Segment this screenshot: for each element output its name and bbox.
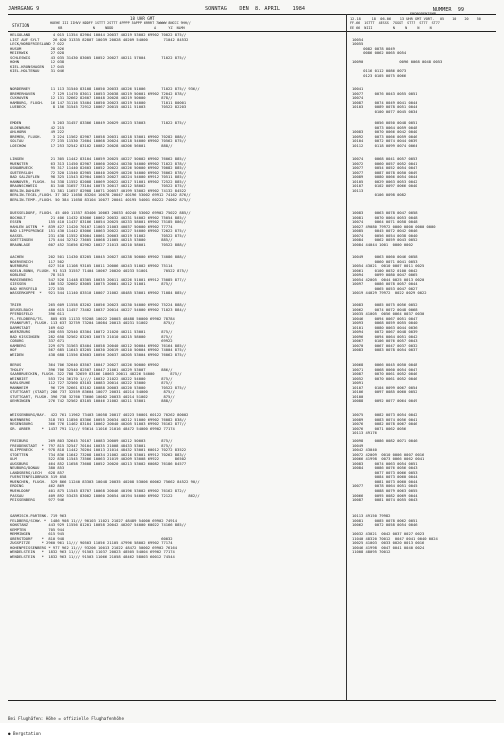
- station-row: PEISSENBERG 977 946: [10, 498, 65, 503]
- station-group: [10, 413, 188, 431]
- station-row: FREUDENSTADT * 797 815 32547 70104 10035 21008 48433 53001 875//: [10, 443, 173, 448]
- soil-temp-row: 10077 0078 0064 0051 0045: [352, 484, 418, 489]
- station-row: BERLIN-DAHLEM 51 381 11657 82908 10071 20057 40199 53002 69902 74132 84522: [10, 188, 187, 193]
- soil-temp-row: 10032 43021 0042 0037 0027 0023: [352, 532, 425, 537]
- station-row: CUXHAVEN 12 131 32662 82607 10048 20028 40219 50000 878//: [10, 96, 173, 101]
- station-row: OEHRINGEN 276 742 32562 83105 10046 21002 40211 53001 888//: [10, 399, 173, 404]
- soil-temp-row: 10074 0068 0041 0057 0053: [352, 157, 418, 161]
- station-row: HOHENPEISSENBERG * 977 962 11/// 93206 10013 21022 48472 50002 69902 76164: [10, 545, 178, 550]
- station-row: HUSUM 28 026: [10, 46, 65, 51]
- soil-temp-row: 0106 0098 0082: [352, 193, 407, 198]
- soil-temp-row: 10025 41003 0033 0020 0013 0016: [352, 541, 425, 546]
- station-row: KOBLENZ 78 515: [10, 273, 65, 278]
- soil-temp-row: 10094 0072 0067 0048 0039: [352, 330, 418, 335]
- station-col-label: STATION: [12, 23, 30, 28]
- soil-temp-group: [352, 255, 427, 296]
- station-row: BOCHOLT 21 406 11432 83006 10062 20032 40231 54002 69902 75054 885//: [10, 215, 187, 220]
- station-row: ERDING 462 869: [10, 484, 65, 489]
- soil-temp-group: [352, 33, 442, 78]
- station-row: SCHLESWIG 43 035 31430 83005 10052 20027 40211 57004 71022 875//: [10, 55, 187, 60]
- column-divider: [346, 14, 347, 700]
- station-row: BAD SALZUFLEN 98 325 11543 82904 10063 20027 40224 54000 69912 70511 885//: [10, 175, 187, 180]
- station-row: PFERDSFELD 396 611: [10, 312, 65, 317]
- station-row: HOHN 12 038: [10, 60, 65, 65]
- soil-temp-row: 10054 43021 0010 0007 0011 0025: [352, 264, 425, 269]
- station-row: THOLEY 396 706 32540 82507 10047 21001 40229 53007 886//: [10, 367, 173, 372]
- soil-temp-row: 0056 0050 0048 0051: [352, 121, 418, 125]
- soil-temp-row: 10113: [352, 188, 364, 193]
- station-row: SOLTAU 77 235 11530 72604 10068 20024 40218 54000 69902 70562 875//: [10, 139, 187, 144]
- soil-temp-row: 10085 0045 0072 0042 0046: [352, 229, 418, 234]
- soil-temp-row: 10077 0076 0043 0055 0051: [352, 91, 418, 96]
- station-row: BRAUNLAGE 607 452 31656 82902 10027 21013 40210 58001 70522 888//: [10, 242, 187, 247]
- station-row: PASSAU 409 892 53435 83002 10060 20054 40194 54000 69902 72122 862//: [10, 493, 200, 498]
- station-row: LINGEN 21 305 11442 83104 10059 20025 40227 50002 69902 76062 885//: [10, 157, 187, 161]
- soil-temp-row: 0077 0073 0066 0053: [352, 470, 418, 475]
- soil-temp-row: 10042 43040: [352, 448, 377, 453]
- soil-temp-row: 10049 0063 0060 0046 0058: [352, 255, 418, 259]
- right-hours-header: 12-18 18 06-06 13 UHR GMT VORT.: [350, 17, 435, 21]
- soil-temp-row: 10101 0080 0063 0044 0036: [352, 325, 418, 330]
- soil-temp-row: 10113 49150 79982: [352, 514, 391, 518]
- soil-temp-group: [352, 87, 417, 114]
- station-row: BERLIN-TEMP.,FLUGH. 50 384 11658 83104 10077 20041 40195 54001 60222 74062 875//: [10, 197, 191, 202]
- soil-temp-row: 10091: [352, 381, 364, 386]
- volume-title: JAHRGANG 9: [8, 6, 40, 12]
- soil-temp-row: 10103 0089 0078 0051 0044: [352, 105, 418, 110]
- soil-temp-row: 10104 0072 0074 0044 0039: [352, 139, 418, 144]
- station-row: TRIER 265 609 11558 83202 10056 20023 40230 54000 69902 75224 888//: [10, 303, 187, 307]
- station-row: FUERSTENFELDBRUCK 519 858: [10, 475, 67, 480]
- issue-number: NUMMER 99: [432, 7, 464, 13]
- soil-temp-row: 11008 48095 70012: [352, 550, 391, 555]
- station-row: BAD KISSINGEN 282 658 32562 83203 10075 21010 40215 58000 875//: [10, 334, 173, 339]
- soil-temp-row: 10046 0094 0067 0051 0047: [352, 316, 418, 321]
- station-row: WENDELSTEIN * 1832 963 11/// 91503 11037 20023 48505 54004 69902 77174: [10, 550, 175, 555]
- station-row: BAD LIPPSPRINGE 151 430 11442 83006 10063 20022 40227 54000 69902 72022 875//: [10, 229, 187, 234]
- station-row: BREMERHAVEN 7 129 11470 83011 10053 20038 40219 50001 69902 72042 878//: [10, 91, 187, 96]
- soil-temp-row: 10027 49080 79972 0000 0000 0000 0000: [352, 224, 436, 229]
- soil-temp-row: 0116 0112 0086 0073: [352, 69, 407, 74]
- soil-temp-row: 10049: [352, 443, 364, 448]
- soil-temp-row: 10083 0085 0075 0056 0052: [352, 303, 418, 307]
- soil-temp-row: 11040 48320 70012 0047 0041 0040 0024: [352, 536, 438, 541]
- station-row: KIEL-HOLTENAU 31 046: [10, 69, 65, 74]
- station-row: NUERNBERG 318 763 11856 83306 10055 20034 40212 51000 69902 76082 838//: [10, 417, 187, 422]
- station-row: LOECHOW 17 253 32542 83102 10082 20028 40206 56001 888//: [10, 143, 173, 148]
- soil-temp-row: 10106 0097 0085 0060 0052: [352, 390, 418, 395]
- soil-temp-row: 10074 0064 0071 0058 0048: [352, 220, 418, 225]
- soil-depth-header: 05 10 20 50: [440, 17, 481, 21]
- soil-temp-row: 10087 0074 0049 0041 0044: [352, 100, 418, 105]
- station-row: OBERSTDORF * 810 948 60032: [10, 536, 173, 541]
- station-row: SAARBRUECKEN, FLUGH. 322 708 32659 83106 10063 20011 40226 54000 875//: [10, 372, 182, 377]
- station-row: NUERBURG 627 510 11108 93105 10011 20006 40243 51002 69902 75114: [10, 264, 173, 269]
- station-row: KAMBERG 229 675 31563 83404 10058 20040 40212 50004 69902 76164 885//: [10, 343, 187, 348]
- station-row: FELDBERG/SCHW. * 1486 908 11/// 90103 11021 21027 48489 54000 69902 74914: [10, 518, 178, 523]
- station-row: LIST AUF SYLT 26 020 31335 82807 10039 20028 40209 54000 71042 84532: [10, 37, 189, 42]
- station-row: KIEL-KRONSHAGEN 17 045: [10, 64, 65, 69]
- soil-temp-group: [352, 121, 417, 148]
- station-row: WASSERKUPPE * 921 544 11140 83510 10007 21002 48485 53001 69902 71084 885//: [10, 291, 187, 296]
- station-row: ZUGSPITZE * 2960 961 11/// 90503 11056 21105 47996 58002 69902 77174: [10, 541, 173, 546]
- soil-temp-row: 10074: [352, 96, 364, 101]
- station-row: FL.FELDBERG/TS. 805 635 11133 93208 10022 20003 48488 50000 69902 78784: [10, 316, 175, 321]
- soil-temp-row: 10066 0095 0082 0069 0044: [352, 493, 418, 498]
- soil-temp-row: 10100: [352, 394, 364, 399]
- station-row: GR. ARBER * 1437 791 11/// 93614 11016 21016 48472 54000 69902 77174: [10, 426, 175, 431]
- station-row: KOELN-BONN, FLUGH. 91 513 31557 71404 10067 20020 40233 51001 70522 875//: [10, 268, 189, 273]
- soil-temp-row: 10061 0100 0032 0100 0042: [352, 268, 418, 273]
- station-row: WEIDEN 438 688 11556 83603 10056 20037 40205 53004 69902 76062 875//: [10, 353, 187, 358]
- soil-temp-row: 10035 41005 0056 0064 0037 0030: [352, 312, 425, 317]
- station-row: AUGSBURG 464 852 11658 73608 10052 20020 40213 53002 60082 76186 84577: [10, 461, 187, 466]
- station-row: HOF 567 685 11643 83205 10030 20019 40210 50004 69902 74004 875//: [10, 348, 187, 353]
- station-row: HELGOLAND 4 015 11354 82904 10044 20037 40219 53002 69902 70022 875//: [10, 33, 187, 37]
- soil-temp-row: 10076 0071 0062 0056: [352, 426, 407, 431]
- station-row: AHLHORN 49 222: [10, 130, 65, 135]
- column-header-rule: [8, 31, 496, 32]
- station-row: MARIENBERG 547 526 11448 83305 10035 20011 40226 51001 69912 75085 877//: [10, 277, 187, 282]
- soil-temp-row: 10084 44044 1001 0000 0002: [352, 242, 413, 247]
- station-row: DARMSTADT 169 642: [10, 325, 65, 330]
- station-group: [10, 303, 186, 358]
- soil-temp-row: 10083 0074 0063 0054 0051: [352, 461, 418, 466]
- soil-temp-row: 10107 0104 0099 0067 0054: [352, 385, 418, 390]
- soil-temp-row: 10087 0070 0061 0052 0046: [352, 372, 418, 377]
- soil-temp-row: 10097 0086 0078 0057 0044: [352, 282, 418, 287]
- right-code-header-1: FF-66 1STTT 4ESSS 7GGGT ST77 ST77 ST77: [350, 21, 440, 25]
- station-row: LECK/NORDFRIESLAND 7 022: [10, 42, 65, 47]
- station-row: LUEBECK 8 156 31545 72912 10067 20015 40211 51003 70522 82203: [10, 105, 187, 110]
- soil-temp-row: 0100 0077 0045 0034: [352, 109, 418, 114]
- soil-temp-row: 10081 0085 0078 0062 0051: [352, 518, 418, 523]
- station-group: [10, 87, 200, 110]
- soil-temp-row: 10105 0029 0063 0053 0042: [352, 179, 418, 184]
- station-group: [10, 33, 188, 74]
- station-row: WENDELSTEIN * 1832 963 11/// 91503 11066 21058 48462 58003 60012 74544: [10, 554, 175, 559]
- station-row: MUEHLDORF 401 875 11545 83707 10068 20046 40196 53002 69902 76162 872//: [10, 489, 187, 494]
- station-row: MEMMINGEN 615 945: [10, 532, 65, 537]
- soil-temp-row: 10107 0102 0097 0066 0040: [352, 184, 418, 189]
- soil-temp-row: 10081 0070 0064 0053 0048: [352, 215, 418, 220]
- station-row: STOETTEN 734 836 11642 73208 10034 21002 40216 53001 69912 70262 883//: [10, 452, 187, 457]
- soil-temp-row: 10089 0083 0074 0056 0041: [352, 417, 418, 422]
- station-row: GUETERSLOH 72 320 11540 82905 10040 20029 40226 54000 69902 76062 878//: [10, 170, 187, 175]
- station-row: GOETTINGEN 175 444 32742 73605 10068 21005 40215 53000 885//: [10, 238, 173, 243]
- station-row: COBURG 337 671 69922: [10, 339, 173, 344]
- soil-temp-row: 10041: [352, 87, 364, 91]
- footnotes: [8, 706, 124, 746]
- station-group: [10, 255, 188, 296]
- station-row: MUENCHEN, FLUGH. 529 866 11240 83303 10048 20035 40208 53006 60062 75662 84522 90//: [10, 479, 200, 484]
- station-row: KARLSRUHE 112 727 32560 83103 10083 20014 40222 53000 875//: [10, 381, 173, 386]
- soil-temp-row: 10076 0082 0078 0067 0046: [352, 422, 418, 427]
- station-row: EMDEN 5 203 31457 83306 10049 20029 40223 53003 71022 875//: [10, 121, 187, 125]
- soil-temp-row: 10052 0070 0061 0052 0046: [352, 376, 418, 381]
- soil-temp-row: 0123 0105 0075 0066: [352, 73, 407, 78]
- soil-temp-row: 10075 0082 0073 0054 0042: [352, 413, 418, 417]
- soil-temp-group: [352, 514, 438, 555]
- soil-temp-row: 10019 44029 79972 0022 0029 0022: [352, 291, 427, 296]
- station-row: BRAUNSCHWEIG 81 348 31657 73104 10075 20017 40212 58002 70522 875//: [10, 184, 187, 189]
- soil-temp-row: 10070 0067 0047 0037 0032: [352, 343, 418, 348]
- station-row: HAHLEN ASTEN * 839 427 11420 70107 11003 21003 40037 50000 69902 77774: [10, 224, 173, 229]
- soil-temp-group: [352, 303, 424, 353]
- station-row: KASSEL 231 438 11552 83004 10061 20003 40219 51002 70522 875//: [10, 233, 187, 238]
- soil-temp-row: 10072 0060 0057 0052 0041: [352, 161, 418, 166]
- station-group: [10, 157, 191, 202]
- station-row: KEMPTEN 705 944: [10, 527, 65, 532]
- soil-temp-row: 0065 0053 0047 0027: [352, 286, 418, 291]
- soil-temp-row: 10074 0056 0054 0038 0040: [352, 233, 418, 238]
- station-row: ULM 522 838 11545 73506 10063 21019 40209 53008 69922 86502: [10, 457, 187, 462]
- soil-temp-row: 10083 0083 0078 0054 0037: [352, 348, 418, 353]
- soil-temp-row: 10077 0054 0052 0054 0047: [352, 166, 418, 171]
- soil-temp-row: 10068 0066 0045 0050 0048: [352, 363, 418, 367]
- station-row: OSNABRUECK 95 317 11440 82603 10052 20022 40226 50000 69902 70082 885//: [10, 166, 187, 171]
- station-row: KLIPPENECK * 978 818 11442 70204 10013 21014 48432 53001 60012 70272 83522: [10, 448, 187, 453]
- station-row: WEINBIET 553 724 36170 1//// 10032 21022 40222 54000 875//: [10, 376, 173, 381]
- station-row: WEISSENBURG/BAY. 422 761 11962 73403 10058 20017 40223 50001 60122 70262 80002: [10, 413, 189, 417]
- station-row: GIESSEN 186 532 32662 83005 10075 20001 40212 51001 875//: [10, 282, 173, 287]
- soil-temp-row: 10072 42009 0010 0006 0007 0016: [352, 452, 425, 457]
- station-row: HAMBURG, FLUGH. 16 147 31116 53404 10050 20023 40219 54000 71011 80001: [10, 100, 187, 105]
- soil-temp-row: 10066 41998 0073 0066 0062 0041: [352, 457, 425, 462]
- soil-temp-row: 10113 49176: [352, 431, 377, 436]
- soil-temp-row: 10054 42005 0044 0025 0013 0020: [352, 277, 425, 282]
- station-row: WUERZBURG 268 655 32540 83304 10072 21020 40211 53001 875//: [10, 330, 173, 335]
- soil-temp-row: 10084 0062 0059 0043 0052: [352, 238, 418, 243]
- station-group: [10, 439, 200, 503]
- soil-temp-title: ERDBODENTEMP.: [410, 12, 439, 16]
- soil-temp-row: 10046 41998 0047 0041 0040 0024: [352, 545, 425, 550]
- station-row: HANNOVER, FLUGH. 54 338 11552 82008 10069 20022 40217 51001 69902 72522 885//: [10, 179, 187, 184]
- station-row: NEUBURG/DONAU 380 853: [10, 466, 65, 471]
- station-group: [10, 121, 186, 148]
- station-row: DEUSELBACH 480 615 11457 73402 10037 20014 40227 54000 69902 71023 884//: [10, 307, 187, 312]
- left-unit-header: KB N NDDD A YZ NLMH: [50, 26, 185, 30]
- soil-temp-group: [352, 439, 424, 503]
- soil-temp-row: 10083 0070 0066 0042 0040: [352, 130, 418, 135]
- soil-temp-row: 0086 0062 0065 0054: [352, 51, 407, 56]
- soil-temp-row: 10062 0074 0072 0048 0068: [352, 307, 418, 312]
- soil-temp-row: 10067 0106 0076 0057 0043: [352, 339, 418, 344]
- station-row: DUESSELDORF, FLUGH. 45 400 11557 83406 10063 20033 40240 53002 69902 75022 885//: [10, 211, 191, 215]
- soil-temp-row: 10089 0080 0066 0054 0044: [352, 175, 418, 180]
- soil-temp-row: 0088 0079 0063 0055: [352, 489, 418, 494]
- soil-temp-row: 10077 0087 0078 0050 0049: [352, 170, 418, 175]
- soil-temp-row: 10062 0072 0058 0054 0046: [352, 523, 418, 528]
- station-row: MANNHEIM 96 729 32661 83102 10088 20003 40220 53000 70522 875//: [10, 385, 187, 390]
- soil-temp-row: 10096 0094 0064 0051 0042: [352, 334, 418, 339]
- station-row: MEIERWIK 27 028: [10, 51, 65, 56]
- station-group: [10, 211, 191, 247]
- report-date: SONNTAG DEN 8. APRIL 1984: [205, 6, 305, 12]
- station-row: STUTTGART (STADT) 286 737 32559 83604 10077 20031 40214 54000 875//: [10, 390, 175, 395]
- station-row: NOERVENICH 117 502: [10, 259, 65, 264]
- soil-temp-group: [352, 211, 436, 247]
- soil-temp-row: 10083 0063 0078 0047 0058: [352, 211, 418, 215]
- soil-temp-row: 10087 0081 0074 0055 0043: [352, 498, 418, 503]
- soil-temp-row: 10092 0073 0066 0059 0046: [352, 134, 418, 139]
- station-row: KONSTANZ 443 929 11556 81201 10058 20042 40207 54000 60022 74166 885//: [10, 523, 187, 528]
- station-row: STUTTGART, FLUGH. 396 738 32760 73606 10082 20033 40214 51002 875//: [10, 394, 175, 399]
- soil-temp-row: 10090 0096 0068 0048 0053: [352, 60, 443, 65]
- soil-temp-row: 10054: [352, 37, 364, 42]
- footnote-mountain: ● Bergstation: [8, 731, 41, 736]
- station-row: FREIBURG 269 803 32645 70107 10083 20009 40212 50003 875//: [10, 439, 173, 443]
- soil-temp-group: [352, 363, 417, 404]
- obs-hour-label: 18 UHR GMT: [130, 16, 155, 21]
- soil-temp-row: 0082 0078 0049: [352, 46, 395, 51]
- soil-temp-row: 10088 0092 0077 0064 0049: [352, 399, 418, 404]
- soil-temp-row: 0081 0073 0060 0044: [352, 479, 418, 484]
- soil-temp-row: 10084 0086 0076 0056 0043: [352, 466, 418, 471]
- station-row: BERLIN-TEGEL,FLUGH. 37 382 11658 83204 10078 20047 40196 53002 69912 74162 876//: [10, 193, 191, 198]
- table-bottom-rule: [8, 700, 496, 701]
- soil-temp-row: 0060 0071 0041 0053: [352, 259, 418, 264]
- station-row: MUENSTER 63 313 11450 82907 10060 20024 40230 54000 69902 71022 878//: [10, 161, 187, 166]
- soil-temp-group: [352, 157, 417, 198]
- station-group: [10, 363, 186, 404]
- station-row: REGENSBURG 366 776 11462 83104 10062 20040 40205 51003 69902 76162 877//: [10, 422, 187, 427]
- soil-temp-row: 10071 0068 0060 0054 0047: [352, 367, 418, 372]
- station-group: [10, 514, 186, 559]
- soil-temp-row: 0084 0073 0060 0044: [352, 475, 418, 480]
- soil-temp-group: [352, 413, 417, 436]
- soil-temp-row: 0073 0064 0059 0048: [352, 125, 418, 130]
- soil-temp-row: 10055: [352, 42, 364, 47]
- soil-temp-row: 10112 0118 0099 0074 0064: [352, 143, 418, 148]
- soil-temp-row: 10094 0099 0080 0047 0065: [352, 273, 418, 278]
- station-row: GARMISCH-PARTENK. 719 963: [10, 514, 67, 518]
- station-row: BERUS 364 706 32640 83507 10047 20027 40226 50000 69902: [10, 363, 160, 367]
- station-row: ESSEN 155 410 11437 83106 10054 20025 40233 58001 69902 75185 886//: [10, 220, 187, 225]
- soil-temp-row: 10093 0068 0059 0055 0040: [352, 321, 418, 326]
- station-row: BAD HERSFELD 272 535: [10, 286, 65, 291]
- station-row: OLDENBURG 42 215: [10, 125, 65, 130]
- soil-temp-row: 10098 0086 0082 0071 0046: [352, 439, 418, 443]
- station-row: FRANKFURT, FLUGH. 113 637 32759 73204 10084 20013 40231 51002 875//: [10, 321, 175, 326]
- left-code-header: HOEHE III IIHVV NDDFF 1STTT 2STTT 4PPPP 5APPP 6RRRT 7WWWW 8NCCC 9HH//: [50, 21, 191, 25]
- station-row: AACHEN 202 501 11430 83205 10045 20027 40238 50000 69902 74086 888//: [10, 255, 187, 259]
- footnote-airport: Bei Flughäfen: Höhe = offizielle Flughafenhöhe: [8, 716, 124, 721]
- station-row: BREMEN, FLUGH. 3 224 11562 82907 10058 20031 40218 53001 69902 70282 888//: [10, 134, 187, 139]
- station-row: LANDSBERG/LECH 628 857: [10, 470, 65, 475]
- right-code-header-2: EE 66 NIII N N N N: [350, 26, 432, 30]
- station-row: NORDERNEY 11 113 31540 83108 10050 20033 40226 51006 71022 875// 936//: [10, 87, 200, 91]
